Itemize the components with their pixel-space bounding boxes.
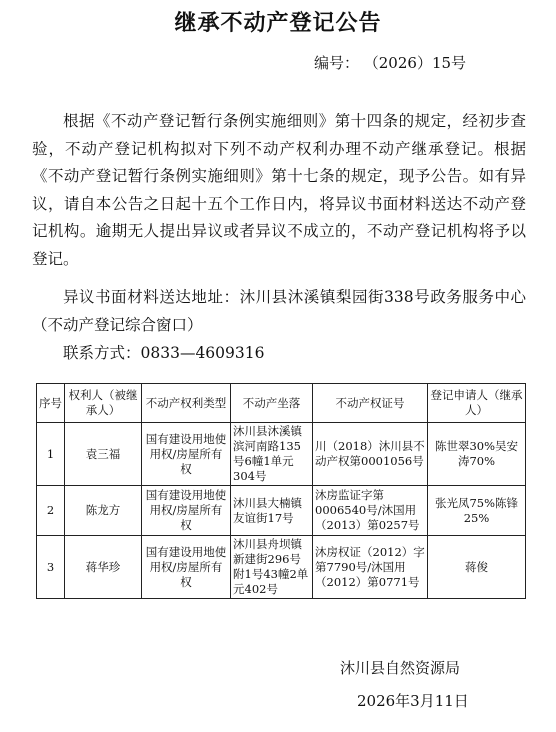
cell-location: 沐川县舟坝镇新建街296号附1号43幢2单元402号 [231, 536, 313, 599]
cell-applicant: 张光凤75%陈锋25% [428, 486, 526, 536]
cell-right-holder: 袁三福 [65, 423, 142, 486]
inheritance-registration-table [36, 383, 526, 599]
contact-paragraph: 联系方式：0833—4609316 [63, 344, 265, 362]
cell-applicant: 蒋俊 [428, 536, 526, 599]
cell-certificate-no: 沐房监证字第0006540号/沐国用（2013）第0257号 [313, 486, 428, 536]
cell-right-holder: 陈龙方 [65, 486, 142, 536]
cell-index: 1 [37, 423, 65, 486]
cell-location: 沐川县沐溪镇滨河南路135号6幢1单元304号 [231, 423, 313, 486]
issuing-authority: 沐川县自然资源局 [340, 659, 461, 677]
table-header-row [37, 384, 526, 423]
header-index: 序号 [37, 384, 65, 423]
objection-address-paragraph: 异议书面材料送达地址：沐川县沐溪镇梨园街338号政务服务中心（不动产登记综合窗口） [32, 288, 526, 334]
header-applicant: 登记申请人（继承人） [428, 384, 526, 423]
document-number: 编号： （2026）15号 [314, 54, 467, 72]
issue-date: 2026年3月11日 [357, 692, 469, 710]
cell-certificate-no: 沐房权证（2012）字第7790号/沐国用（2012）第0771号 [313, 536, 428, 599]
cell-index: 3 [37, 536, 65, 599]
cell-index: 2 [37, 486, 65, 536]
cell-applicant: 陈世翠30%吴安涛70% [428, 423, 526, 486]
table-row [37, 423, 526, 486]
header-location: 不动产坐落 [231, 384, 313, 423]
cell-location: 沐川县大楠镇友谊街17号 [231, 486, 313, 536]
cell-certificate-no: 川（2018）沐川县不动产权第0001056号 [313, 423, 428, 486]
table-row [37, 486, 526, 536]
cell-right-type: 国有建设用地使用权/房屋所有权 [142, 423, 231, 486]
table-row [37, 536, 526, 599]
cell-right-holder: 蒋华珍 [65, 536, 142, 599]
header-right-type: 不动产权利类型 [142, 384, 231, 423]
notice-body-paragraph: 根据《不动产登记暂行条例实施细则》第十四条的规定，经初步查验，不动产登记机构拟对下列不动产权利办理不动产继承登记。根据《不动产登记暂行条例实施细则》第十七条的规定，现予公告。如有异议，请自本公告之日起十五个工作日内，将异议书面材料送达不动产登记机构。逾期无人提出异议或者异议不成立的，不动产登记机构将予以登记。 [32, 112, 526, 268]
header-certificate-no: 不动产权证号 [313, 384, 428, 423]
cell-right-type: 国有建设用地使用权/房屋所有权 [142, 536, 231, 599]
cell-right-type: 国有建设用地使用权/房屋所有权 [142, 486, 231, 536]
header-right-holder: 权利人（被继承人） [65, 384, 142, 423]
notice-title: 继承不动产登记公告 [174, 11, 382, 36]
